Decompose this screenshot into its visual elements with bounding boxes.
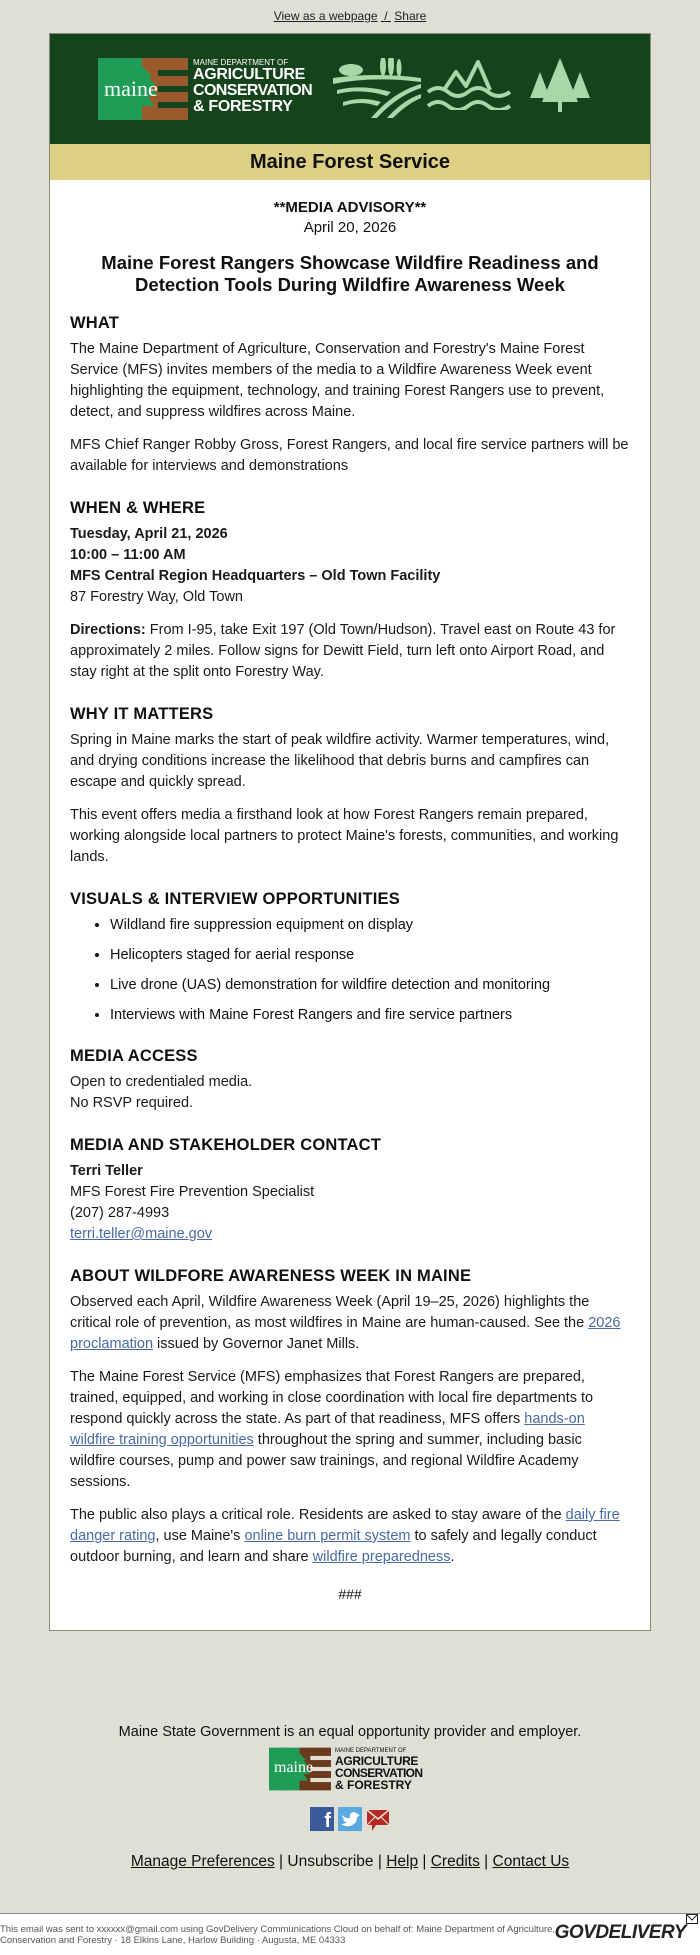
dept-name: MAINE DEPARTMENT OF AGRICULTURE CONSERVATION & FORESTRY <box>193 58 313 115</box>
advisory-date: April 20, 2026 <box>303 219 397 236</box>
contact-name: Terri Teller <box>70 1163 143 1179</box>
email-footer <box>0 1724 700 1871</box>
farmland-icon <box>333 58 423 118</box>
contact-us-link[interactable]: Contact Us <box>492 1853 570 1870</box>
facebook-icon[interactable]: f <box>310 1807 334 1831</box>
email-body <box>49 33 651 1631</box>
contact-phone: (207) 287-4993 <box>70 1205 170 1221</box>
directions: Directions: From I-95, take Exit 197 (Old Town/Hudson). Travel east on Route 43 for approximately 2 miles. Follow signs for Dewitt Field, turn left onto Airport Road, and stay right at the split onto Forestry Way. <box>70 622 616 680</box>
event-address: 87 Forestry Way, Old Town <box>70 589 243 605</box>
header-banner <box>50 34 650 144</box>
dacf-logo <box>98 58 188 120</box>
why-paragraph-1: Spring in Maine marks the start of peak wildfire activity. Warmer temperatures, wind, and drying conditions increase the likelihood that debris burns and campfires can escape and quickly spread. <box>70 732 610 790</box>
section-heading-when-where: WHEN & WHERE <box>70 499 206 517</box>
list-item: • Wildland fire suppression equipment on display <box>110 915 630 935</box>
view-as-webpage-link[interactable]: View as a webpage <box>273 9 378 23</box>
burn-permit-link[interactable]: online burn permit system <box>244 1528 411 1544</box>
share-link[interactable]: Share <box>394 9 427 23</box>
advisory-label: **MEDIA ADVISORY** <box>273 199 427 216</box>
about-paragraph-3: The public also plays a critical role. Residents are asked to stay aware of the daily fire danger rating, use Maine's online burn permit system to safely and legally conduct outdoor burning, and learn and share wildfire preparedness. <box>70 1507 620 1565</box>
credits-link[interactable]: Credits <box>430 1853 480 1870</box>
unsubscribe-link[interactable]: Unsubscribe <box>287 1853 374 1870</box>
section-heading-what: WHAT <box>70 314 120 332</box>
event-date: Tuesday, April 21, 2026 <box>70 526 228 542</box>
mountain-water-icon <box>426 60 512 110</box>
proclamation-link[interactable]: 2026 proclamation <box>70 1315 621 1352</box>
what-paragraph-1: The Maine Department of Agriculture, Conservation and Forestry's Maine Forest Service (MFS) invites members of the media to a Wildfire Awareness Week event highlighting the equipment, technology, and training Forest Rangers use to prevent, detect, and suppress wildfires across Maine. <box>70 341 605 420</box>
event-details <box>70 524 630 608</box>
footer-links: Manage Preferences | Unsubscribe | Help | Credits | Contact Us <box>130 1853 570 1870</box>
list-item: • Helicopters staged for aerial response <box>110 945 630 965</box>
why-paragraph-2: This event offers media a firsthand look at how Forest Rangers remain prepared, working alongside local partners to protect Maine's forests, communities, and working lands. <box>70 807 619 865</box>
media-access: Open to credentialed media. No RSVP required. <box>70 1074 253 1111</box>
contact-card <box>70 1161 630 1245</box>
govdelivery-bar <box>0 1913 700 1955</box>
email-icon[interactable] <box>366 1807 390 1831</box>
contact-title: MFS Forest Fire Prevention Specialist <box>70 1184 315 1200</box>
end-mark: ### <box>338 1586 362 1602</box>
about-paragraph-1: Observed each April, Wildfire Awareness Week (April 19–25, 2026) highlights the critical role of prevention, as most wildfires in Maine are human-caused. See the 2026 proclamation issued by Governor Janet Mills. <box>70 1294 621 1352</box>
help-link[interactable]: Help <box>386 1853 419 1870</box>
article <box>50 180 650 1630</box>
separator: / <box>384 9 388 23</box>
section-banner: Maine Forest Service <box>50 144 650 180</box>
event-location: MFS Central Region Headquarters – Old Town Facility <box>70 568 441 584</box>
fire-danger-rating-link[interactable]: daily fire danger rating <box>70 1507 620 1544</box>
social-links <box>0 1807 700 1831</box>
headline: Maine Forest Rangers Showcase Wildfire Readiness and Detection Tools During Wildfire Awareness Week <box>101 252 599 295</box>
sender-notice: This email was sent to xxxxxx@gmail.com using GovDelivery Communications Cloud on behalf of: Maine Department of Agriculture, Conservation and Forestry · 18 Elkins Lane, Harlow Building · Augusta, ME 04333 <box>0 1924 556 1946</box>
section-heading-about: ABOUT WILDFORE AWARENESS WEEK IN MAINE <box>70 1267 472 1285</box>
section-heading-media-access: MEDIA ACCESS <box>70 1047 198 1065</box>
pine-trees-icon <box>528 58 592 114</box>
govdelivery-logo[interactable]: GOVDELIVERY <box>554 1922 686 1943</box>
twitter-icon[interactable] <box>338 1807 362 1831</box>
section-heading-why: WHY IT MATTERS <box>70 705 214 723</box>
footer-dacf-logo: maine MAINE DEPARTMENT OF AGRICULTURE CONSERVATION & FORESTRY <box>269 1747 431 1791</box>
list-item: • Live drone (UAS) demonstration for wildfire detection and monitoring <box>110 975 630 995</box>
event-time: 10:00 – 11:00 AM <box>70 547 186 563</box>
top-links <box>0 0 700 34</box>
logo-word: maine <box>104 76 158 101</box>
contact-email-link[interactable]: terri.teller@maine.gov <box>70 1226 213 1242</box>
what-paragraph-2: MFS Chief Ranger Robby Gross, Forest Rangers, and local fire service partners will be available for interviews and demonstrations <box>70 437 629 474</box>
list-item: • Interviews with Maine Forest Rangers and fire service partners <box>110 1005 630 1025</box>
wildfire-preparedness-link[interactable]: wildfire preparedness <box>312 1549 451 1565</box>
visuals-list <box>70 915 630 1025</box>
equal-opportunity-statement: Maine State Government is an equal opportunity provider and employer. <box>118 1724 582 1740</box>
advisory-header <box>70 198 630 238</box>
envelope-icon <box>686 1914 698 1924</box>
section-heading-visuals: VISUALS & INTERVIEW OPPORTUNITIES <box>70 890 400 908</box>
about-paragraph-2: The Maine Forest Service (MFS) emphasizes that Forest Rangers are prepared, trained, equipped, and working in close coordination with local fire departments to respond quickly across the state. As part of that readiness, MFS offers hands-on wildfire training opportunities throughout the spring and summer, including basic wildfire courses, pump and power saw trainings, and regional Wildfire Academy sessions. <box>70 1369 594 1490</box>
section-heading-contact: MEDIA AND STAKEHOLDER CONTACT <box>70 1136 382 1154</box>
training-opportunities-link[interactable]: hands-on wildfire training opportunities <box>70 1411 585 1448</box>
manage-preferences-link[interactable]: Manage Preferences <box>130 1853 275 1870</box>
